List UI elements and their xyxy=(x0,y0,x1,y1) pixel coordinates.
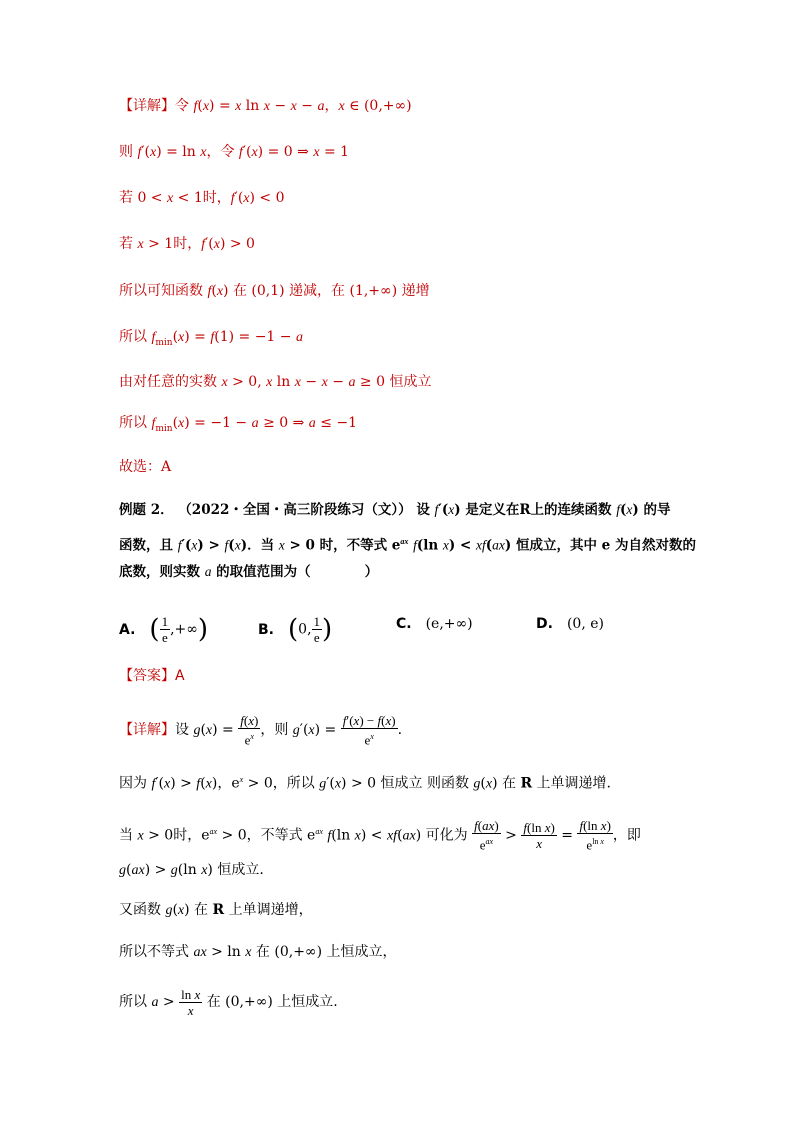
option-d[interactable]: D. (0, e) xyxy=(536,616,604,632)
detail-line-6: 所以 $f_{min}(x) = f(1) = -1 - a$ xyxy=(119,329,303,348)
detail-line-8: 所以 $f_{min}(x) = -1 - a \ge 0$ ⇒ a ≤ −1 xyxy=(119,415,358,434)
solution-line-6: 所以不等式 ax > ln x 在 (0,+∞) 上恒成立， xyxy=(119,944,397,960)
detail-line-5: 所以可知函数 f(x) 在 (0,1) 递减，在 (1,+∞) 递增 xyxy=(119,283,430,299)
detail-line-7: 由对任意的实数 x > 0, x ln x − x − a ≥ 0 恒成立 xyxy=(119,374,432,390)
solution-line-5: 又函数 g(x) 在 R 上单调递增， xyxy=(119,902,313,918)
example-label: 例题 2． xyxy=(119,502,174,518)
example-source: （2022・全国・高三阶段练习（文）） xyxy=(178,502,412,518)
detail-line-1: 【详解】令 f(x) = x ln x − x − a，x ∈ (0,+∞) xyxy=(119,98,412,114)
detail-line-2: 则 f′(x) = ln x，令 f′(x) = 0 ⇒ x = 1 xyxy=(119,144,350,160)
example-line-3: 底数，则实数 a 的取值范围为（ ） xyxy=(119,564,379,580)
option-c[interactable]: C. (e,+∞) xyxy=(396,616,473,632)
option-b[interactable]: B. (0, $\frac{1}{e}$ ) xyxy=(258,614,333,645)
answer-line: 【答案】A xyxy=(119,668,185,684)
detail-line-9: 故选：A xyxy=(119,459,172,475)
solution-line-2: 因为 f′(x) > f(x)，$e^x > 0$，所以 g′(x) > 0 恒成立 则函数 g(x) 在 R 上单调递增. xyxy=(119,775,612,792)
detail-line-4: 若 x > 1时，f′(x) > 0 xyxy=(119,236,255,252)
example-line-2: 函数，且 f′(x) > f(x)．当 x > 0 时，不等式 $e^{ax}$ f(ln x) < xf(ax) 恒成立，其中 e 为自然对数的 xyxy=(119,537,696,554)
solution-line-3: 当 x > 0时，$e^{ax} > 0$，不等式 $e^{ax}$ f(ln x) < xf(ax) 可化为 $\frac{f(ax)}{e^{ax}}$ > $\frac{\text{f(ln x)}}{x}$ = $\frac{\text{f(ln x)}}{e^{ln x}}$ ，即 xyxy=(119,818,641,853)
solution-line-7: 所以 a > $\frac{\text{ln x}}{x}$ 在 (0,+∞) 上恒成立. xyxy=(119,986,338,1018)
option-a[interactable]: A. ( $\frac{1}{e}$ ,+∞) xyxy=(119,614,209,645)
detail-line-3: 若 0 < x < 1时，f′(x) < 0 xyxy=(119,190,285,206)
example-line-1: 例题 2． （2022・全国・高三阶段练习（文）） 设 f′(x) 是定义在R上的连续函数 f(x) 的导 xyxy=(119,502,671,518)
solution-line-4: g(ax) > g(ln x) 恒成立. xyxy=(119,862,264,878)
solution-line-1: 【详解】设 g(x) = $\frac{f(x)}{e^x}$ ，则 g′(x) = $\frac{f'(x) - f(x)}{e^x}$ . xyxy=(119,712,403,748)
